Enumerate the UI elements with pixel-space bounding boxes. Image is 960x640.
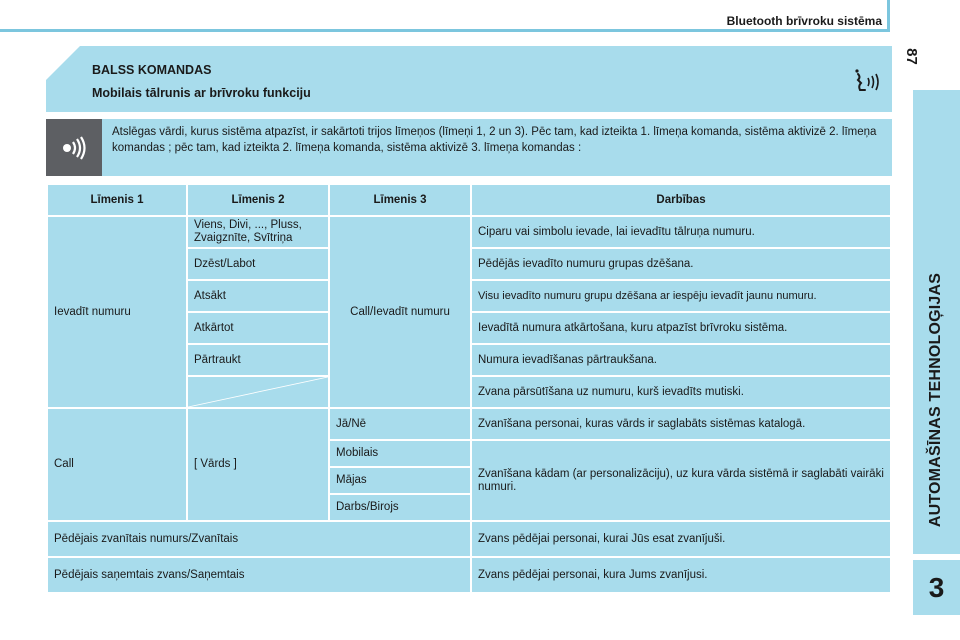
chapter-number: 3 <box>913 560 960 615</box>
header-level1: Līmenis 1 <box>48 185 186 215</box>
page-number: 87 <box>902 48 920 65</box>
action-cell: Ievadītā numura atkārtošana, kuru atpazīst brīvroku sistēma. <box>472 313 890 343</box>
level2-cell: Dzēst/Labot <box>188 249 328 279</box>
level2-cell: Atsākt <box>188 281 328 311</box>
table-row <box>48 558 890 592</box>
voice-command-icon <box>852 68 882 94</box>
level2-cell: Pārtraukt <box>188 345 328 375</box>
level3-cell: Call/Ievadīt numuru <box>330 217 470 407</box>
voice-commands-table <box>46 183 892 594</box>
header-rule-end <box>887 0 890 32</box>
action-cell: Ciparu vai simbolu ievade, lai ievadītu tālruņa numuru. <box>472 217 890 247</box>
speaker-icon <box>59 136 89 160</box>
level3-cell: Darbs/Birojs <box>330 495 470 520</box>
action-cell: Zvana pārsūtīšana uz numuru, kurš ievadīts mutiski. <box>472 377 890 407</box>
action-cell: Zvans pēdējai personai, kura Jums zvanījusi. <box>472 558 890 592</box>
section-banner <box>46 46 892 112</box>
level2-cell: Atkārtot <box>188 313 328 343</box>
banner-title: BALSS KOMANDAS <box>92 63 212 77</box>
header-rule <box>0 29 890 32</box>
level2-cell: Viens, Divi, ..., Pluss, Zvaigznīte, Svītriņa <box>188 217 328 247</box>
level3-cell: Mobilais <box>330 441 470 466</box>
level3-cell: Jā/Nē <box>330 409 470 439</box>
action-cell: Zvanīšana kādam (ar personalizāciju), uz kura vārda sistēmā ir saglabāti vairāki numuri. <box>472 441 890 520</box>
header-level3: Līmenis 3 <box>330 185 470 215</box>
level2-cell: [ Vārds ] <box>188 409 328 520</box>
table-row <box>48 409 890 439</box>
empty-diagonal-cell <box>188 377 328 407</box>
speaker-icon-box <box>46 119 102 176</box>
action-cell: Visu ievadīto numuru grupu dzēšana ar iespēju ievadīt jaunu numuru. <box>472 281 890 311</box>
level1-cell: Ievadīt numuru <box>48 217 186 407</box>
header-actions: Darbības <box>472 185 890 215</box>
action-cell: Numura ievadīšanas pārtraukšana. <box>472 345 890 375</box>
diagonal-line <box>188 377 328 407</box>
table-header-row <box>48 185 890 215</box>
command-cell: Pēdējais saņemtais zvans/Saņemtais <box>48 558 470 592</box>
section-header-title: Bluetooth brīvroku sistēma <box>726 14 882 28</box>
command-cell: Pēdējais zvanītais numurs/Zvanītais <box>48 522 470 556</box>
banner-subtitle: Mobilais tālrunis ar brīvroku funkciju <box>92 86 311 100</box>
table-row <box>48 522 890 556</box>
info-text: Atslēgas vārdi, kurus sistēma atpazīst, ir sakārtoti trijos līmeņos (līmeņi 1, 2 un 3). Pēc tam, kad izteikta 1. līmeņa komanda, sistēma aktivizē 2. līmeņa komandas ; pēc tam, kad izteikta 2. līmeņa komanda, sistēma aktivizē 3. līmeņa komandas : <box>102 119 892 176</box>
header-level2: Līmenis 2 <box>188 185 328 215</box>
action-cell: Zvans pēdējai personai, kurai Jūs esat zvanījuši. <box>472 522 890 556</box>
level1-cell: Call <box>48 409 186 520</box>
action-cell: Zvanīšana personai, kuras vārds ir saglabāts sistēmas katalogā. <box>472 409 890 439</box>
table-row <box>48 217 890 247</box>
action-cell: Pēdējās ievadīto numuru grupas dzēšana. <box>472 249 890 279</box>
side-section-label: AUTOMAŠĪNAS TEHNOLOĢIJAS <box>927 272 944 528</box>
level3-cell: Mājas <box>330 468 470 493</box>
